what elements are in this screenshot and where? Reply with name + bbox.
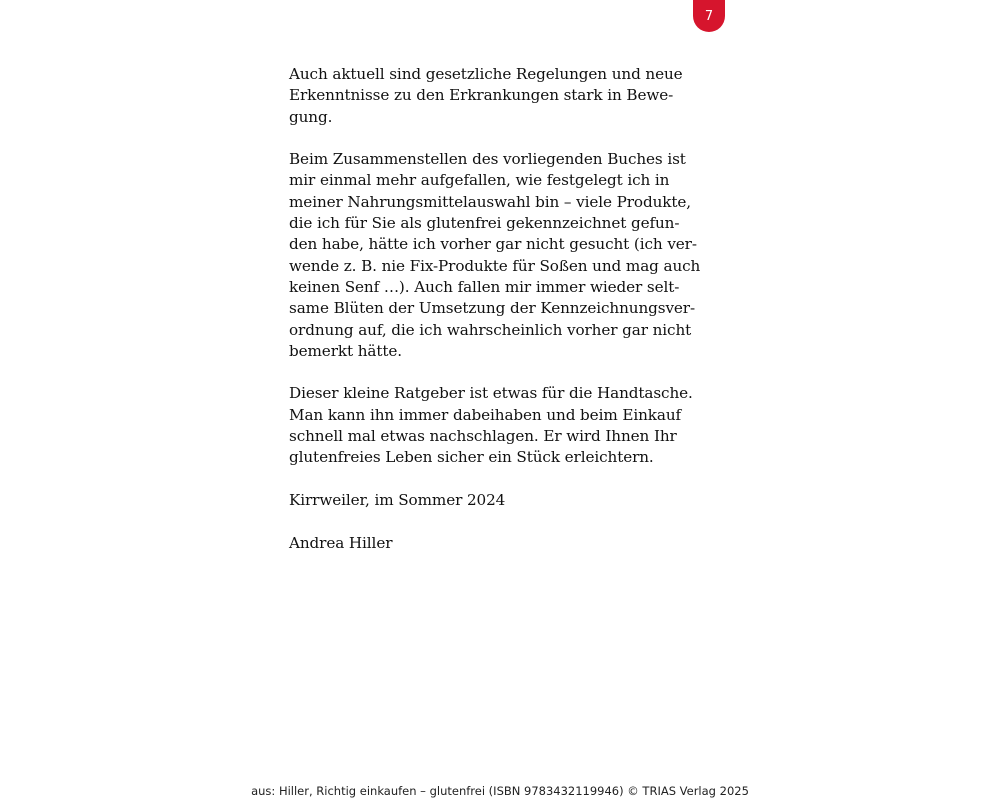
text-line: schnell mal etwas nachschlagen. Er wird Ihnen Ihr xyxy=(289,427,677,446)
source-footer: aus: Hiller, Richtig einkaufen – glutenfrei (ISBN 9783432119946) © TRIAS Verlag 2025 xyxy=(251,784,749,798)
author-signature xyxy=(289,533,689,554)
text-line: Erkenntnisse zu den Erkrankungen stark in Bewe- xyxy=(289,86,674,105)
text-line: Dieser kleine Ratgeber ist etwas für die Handtasche. xyxy=(289,384,693,403)
place-date xyxy=(289,490,689,511)
text-line: Man kann ihn immer dabeihaben und beim Einkauf xyxy=(289,405,682,424)
text-line: mir einmal mehr aufgefallen, wie festgelegt ich in xyxy=(289,171,670,190)
page-number: 7 xyxy=(704,8,714,24)
page-number-badge xyxy=(693,0,725,32)
text-line: die ich für Sie als glutenfrei gekennzeichnet gefun- xyxy=(289,214,680,233)
text-line: gung. xyxy=(289,107,333,126)
paragraph-observations xyxy=(289,149,701,362)
text-line: meiner Nahrungsmittelauswahl bin – viele Produkte, xyxy=(289,192,691,211)
text-line: Kirrweiler, im Sommer 2024 xyxy=(289,490,506,509)
text-line: ordnung auf, die ich wahrscheinlich vorher gar nicht xyxy=(289,320,692,339)
text-line: keinen Senf …). Auch fallen mir immer wieder selt- xyxy=(289,277,680,296)
text-line: Auch aktuell sind gesetzliche Regelungen und neue xyxy=(289,65,683,83)
text-line: Beim Zusammenstellen des vorliegenden Buches ist xyxy=(289,150,686,169)
text-line: glutenfreies Leben sicher ein Stück erleichtern. xyxy=(289,448,654,467)
text-line: Andrea Hiller xyxy=(289,533,393,552)
text-line: same Blüten der Umsetzung der Kennzeichnungsver- xyxy=(289,299,696,318)
body-text xyxy=(289,64,701,575)
paragraph-handbag xyxy=(289,383,693,468)
text-line: bemerkt hätte. xyxy=(289,341,402,360)
paragraph-intro xyxy=(289,64,689,128)
text-line: den habe, hätte ich vorher gar nicht gesucht (ich ver- xyxy=(289,235,697,254)
text-line: wende z. B. nie Fix-Produkte für Soßen und mag auch xyxy=(289,256,701,275)
